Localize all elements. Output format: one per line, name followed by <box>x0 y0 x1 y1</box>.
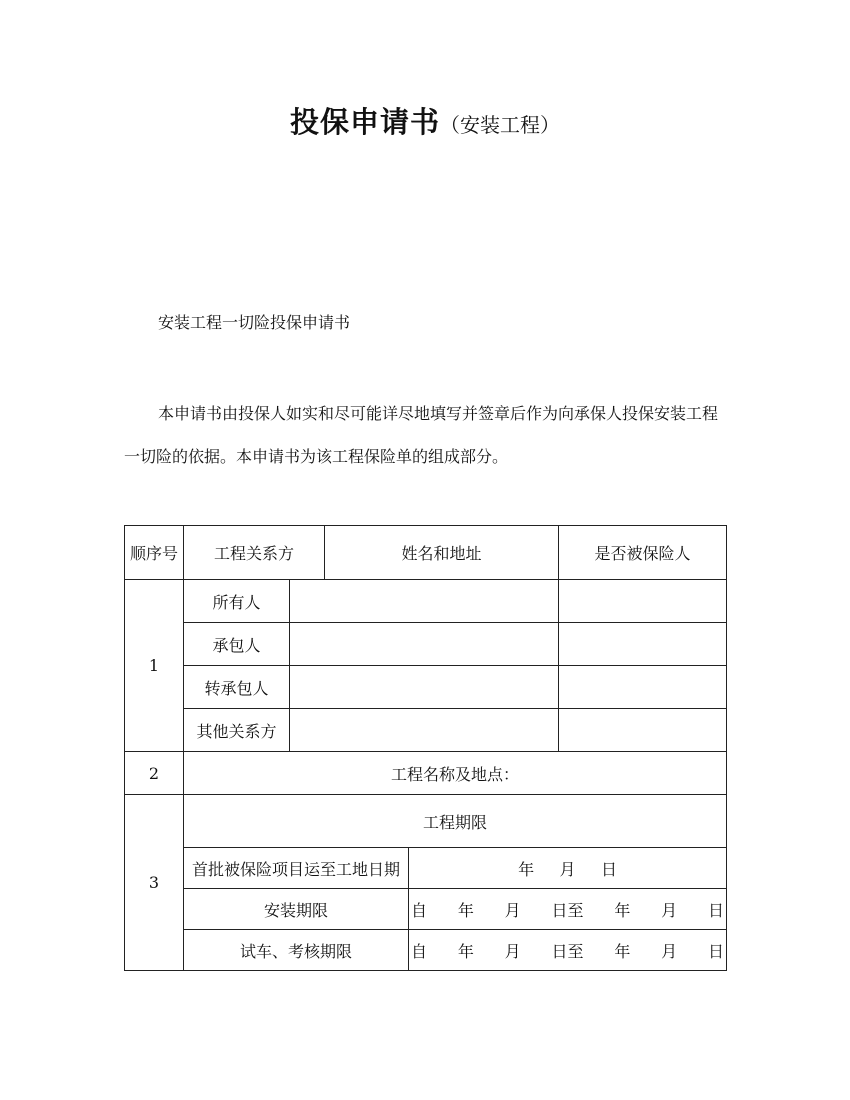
install-year: 年 <box>457 900 474 920</box>
table-row <box>125 848 727 889</box>
owner-insured-field[interactable] <box>559 580 727 623</box>
page-title <box>0 100 850 141</box>
trial-day-to: 日至 <box>551 941 584 961</box>
trial-year: 年 <box>457 941 474 961</box>
contractor-insured-field[interactable] <box>559 623 727 666</box>
trial-period-field[interactable] <box>409 930 727 971</box>
project-period-header: 工程期限 <box>184 795 727 848</box>
trial-from: 自 <box>411 941 428 961</box>
owner-name-address-field[interactable] <box>290 580 559 623</box>
install-from: 自 <box>411 900 428 920</box>
table-row <box>125 623 727 666</box>
header-party: 工程关系方 <box>184 526 325 580</box>
party-contractor-label: 承包人 <box>184 623 290 666</box>
table-row <box>125 795 727 848</box>
install-month2: 月 <box>661 900 678 920</box>
table-row <box>125 889 727 930</box>
title-sub: （安装工程） <box>440 113 560 137</box>
row3-seq: 3 <box>125 795 184 971</box>
header-insured: 是否被保险人 <box>559 526 727 580</box>
table-row <box>125 709 727 752</box>
header-seq: 顺序号 <box>125 526 184 580</box>
first-delivery-day: 日 <box>600 859 617 879</box>
project-name-location-field[interactable] <box>184 752 727 795</box>
header-name-address: 姓名和地址 <box>325 526 559 580</box>
title-main: 投保申请书 <box>289 105 440 139</box>
subcontractor-name-address-field[interactable] <box>290 666 559 709</box>
intro-paragraph: 本申请书由投保人如实和尽可能详尽地填写并签章后作为向承保人投保安装工程一切险的依据。本申请书为该工程保险单的组成部分。 <box>124 404 719 466</box>
first-delivery-month: 月 <box>559 859 576 879</box>
contractor-name-address-field[interactable] <box>290 623 559 666</box>
project-name-location-label: 工程名称及地点： <box>391 764 520 784</box>
other-insured-field[interactable] <box>559 709 727 752</box>
install-year2: 年 <box>614 900 631 920</box>
trial-day2: 日 <box>707 941 724 961</box>
install-period-label: 安装期限 <box>184 889 409 930</box>
table-row <box>125 752 727 795</box>
install-day-to: 日至 <box>551 900 584 920</box>
party-other-label: 其他关系方 <box>184 709 290 752</box>
first-delivery-date-field[interactable] <box>409 848 727 889</box>
subcontractor-insured-field[interactable] <box>559 666 727 709</box>
party-owner-label: 所有人 <box>184 580 290 623</box>
trial-year2: 年 <box>614 941 631 961</box>
form-subtitle: 安装工程一切险投保申请书 <box>158 313 351 332</box>
install-day2: 日 <box>707 900 724 920</box>
trial-month2: 月 <box>661 941 678 961</box>
party-subcontractor-label: 转承包人 <box>184 666 290 709</box>
install-period-field[interactable] <box>409 889 727 930</box>
table-header-row <box>125 526 727 580</box>
first-delivery-label: 首批被保险项目运至工地日期 <box>184 848 409 889</box>
trial-period-label: 试车、考核期限 <box>184 930 409 971</box>
trial-month: 月 <box>504 941 521 961</box>
row2-seq: 2 <box>125 752 184 795</box>
other-name-address-field[interactable] <box>290 709 559 752</box>
table-row <box>125 930 727 971</box>
install-month: 月 <box>504 900 521 920</box>
table-row <box>125 666 727 709</box>
table-row <box>125 580 727 623</box>
first-delivery-year: 年 <box>518 859 535 879</box>
row1-seq: 1 <box>125 580 184 752</box>
application-table <box>124 525 727 971</box>
